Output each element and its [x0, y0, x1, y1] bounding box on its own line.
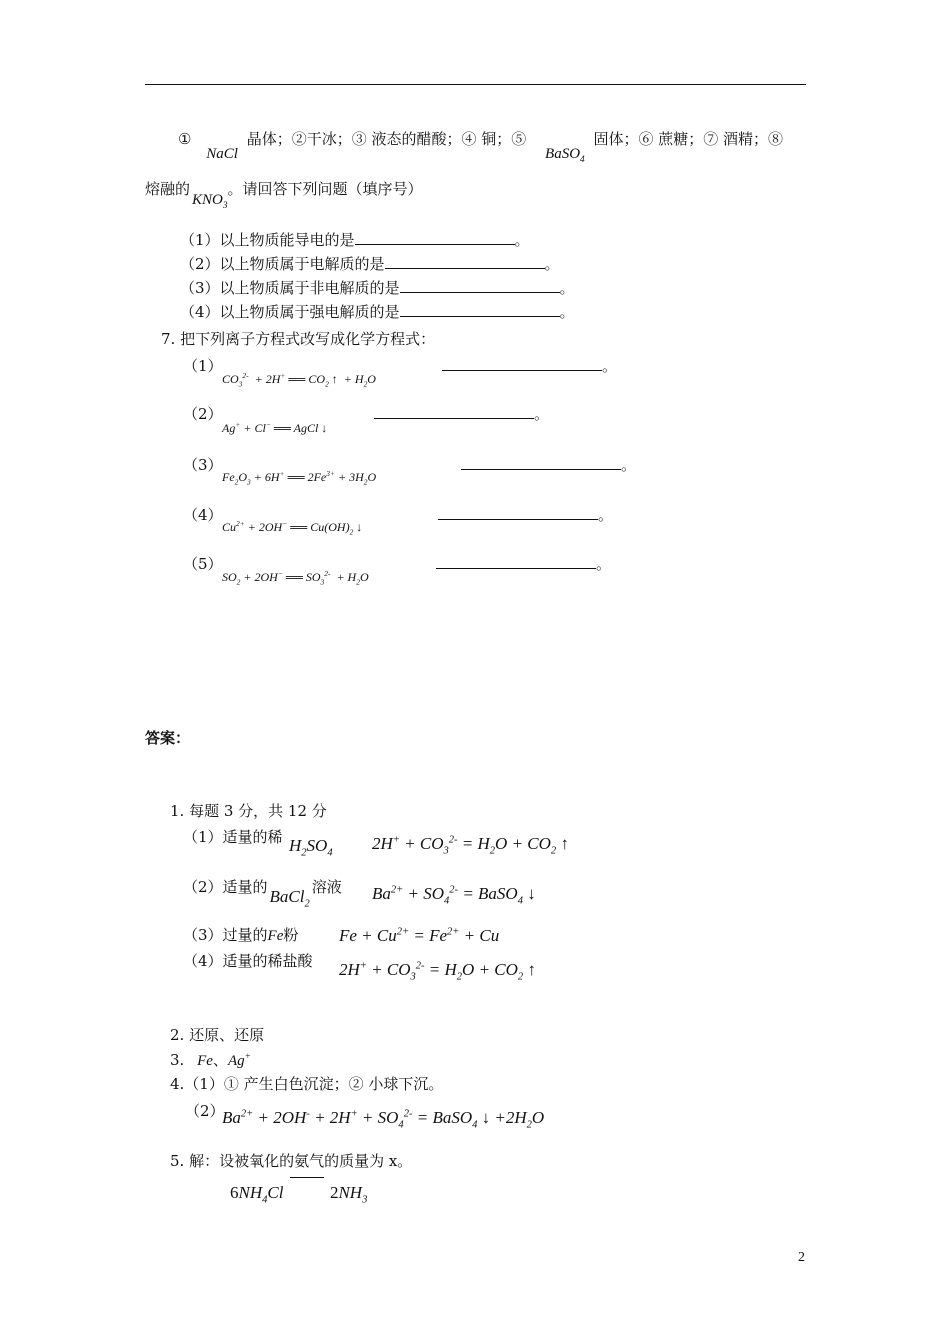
- q7-item-3-num: （3）: [183, 456, 223, 474]
- answer-3: 3. Fe、Ag+: [170, 1051, 251, 1069]
- q7-item-2-equation: Ag+ + Cl− ══ AgCl ↓: [222, 420, 328, 435]
- answer-blank[interactable]: [355, 231, 515, 245]
- answer-2: 2. 还原、还原: [170, 1026, 265, 1044]
- answer-blank[interactable]: [436, 555, 596, 569]
- answer-blank[interactable]: [400, 279, 560, 293]
- q7-item-5-answer: 。: [436, 553, 611, 574]
- answer-blank[interactable]: [461, 456, 621, 470]
- answer-blank[interactable]: [400, 303, 560, 317]
- answer-5: 5. 解：设被氧化的氨气的质量为 x。: [170, 1152, 413, 1170]
- q7-item-2-answer: 。: [374, 403, 549, 424]
- q7-item-1-num: （1）: [183, 357, 223, 375]
- answer-4-2-label: （2）: [185, 1102, 225, 1120]
- intro-line-1: ① NaCl 晶体；②干冰；③ 液态的醋酸；④ 铜；⑤ BaSO$_4$ 固体；⑥ 蔗糖；⑦ 酒精；⑧: [178, 130, 784, 165]
- answer-1-row-4-label: （4）适量的稀盐酸: [183, 952, 313, 970]
- answer-blank[interactable]: [385, 255, 545, 269]
- answer-4-2-equation: $Ba^{2+} + 2OH^- + 2H^+ + SO_4^{2-}$ = BaSO$_4$ ↓ $+2H_2O$: [222, 1108, 545, 1131]
- answer-1-row-2-label: （2）适量的 BaCl$_2$溶液: [183, 878, 342, 910]
- answer-blank[interactable]: [438, 506, 598, 520]
- intro-line-2: 熔融的$KNO_3$。请回答下列问题（填序号）: [145, 180, 423, 211]
- q7-item-3-answer: 。: [461, 454, 636, 475]
- answer-1-row-2-equation: $Ba^{2+} + SO_4^{2-}$ = BaSO$_4$ ↓: [372, 884, 536, 907]
- q6-item-2: （2）以上物质属于电解质的是 。: [180, 255, 560, 273]
- answer-blank[interactable]: [442, 357, 602, 371]
- q7-item-5-equation: $SO_2 + 2OH^-$ ══ $SO_3^{2-} + H_2O$: [222, 569, 369, 587]
- q6-item-4: （4）以上物质属于强电解质的是 。: [180, 303, 575, 321]
- q7-item-3-equation: $Fe_2O_3 + 6H^+$ ══ $2Fe^{3+} + 3H_2O$: [222, 469, 377, 487]
- answers-heading: 答案：: [145, 729, 191, 747]
- answer-5-equation: $6NH_4Cl$ $2NH_3$: [230, 1183, 367, 1205]
- answer-1-row-1-equation: $2H^+ + CO_3^{2-} = H_2O + CO_2$ ↑: [372, 834, 569, 857]
- q6-item-1: （1）以上物质能导电的是 。: [180, 231, 530, 249]
- q7-item-4-equation: $Cu^{2+} + 2OH^-$ ══ $Cu(OH)_2$ ↓: [222, 519, 363, 537]
- q7-item-4-answer: 。: [438, 504, 613, 525]
- q7-item-2-num: （2）: [183, 405, 223, 423]
- answer-blank[interactable]: [374, 405, 534, 419]
- page-number: 2: [798, 1250, 805, 1265]
- q7-item-1-equation: $CO_3^{2-} + 2H^+$ ══ $CO_2$ ↑ + $H_2O$: [222, 371, 376, 389]
- q7-item-1-answer: 。: [442, 355, 617, 376]
- answer-1-row-1-label: （1）适量的稀: [183, 828, 283, 846]
- q6-item-3: （3）以上物质属于非电解质的是 。: [180, 279, 575, 297]
- answer-1-row-3-label: （3）过量的Fe粉: [183, 926, 299, 944]
- answer-1-row-3-equation: $Fe + Cu^{2+} = Fe^{2+} + Cu$: [339, 926, 500, 945]
- answer-1-row-4-equation: $2H^+ + CO_3^{2-} = H_2O + CO_2$ ↑: [339, 960, 536, 983]
- answer-1-title: 1. 每题 3 分，共 12 分: [170, 802, 327, 820]
- q7-item-4-num: （4）: [183, 506, 223, 524]
- header-rule: [145, 84, 806, 85]
- q7-title: 7. 把下列离子方程式改写成化学方程式：: [161, 330, 436, 348]
- answer-1-row-1-reagent: $H_2SO_4$: [289, 836, 333, 859]
- q7-item-5-num: （5）: [183, 555, 223, 573]
- answer-4-1: 4.（1）① 产生白色沉淀；② 小球下沉。: [170, 1075, 444, 1093]
